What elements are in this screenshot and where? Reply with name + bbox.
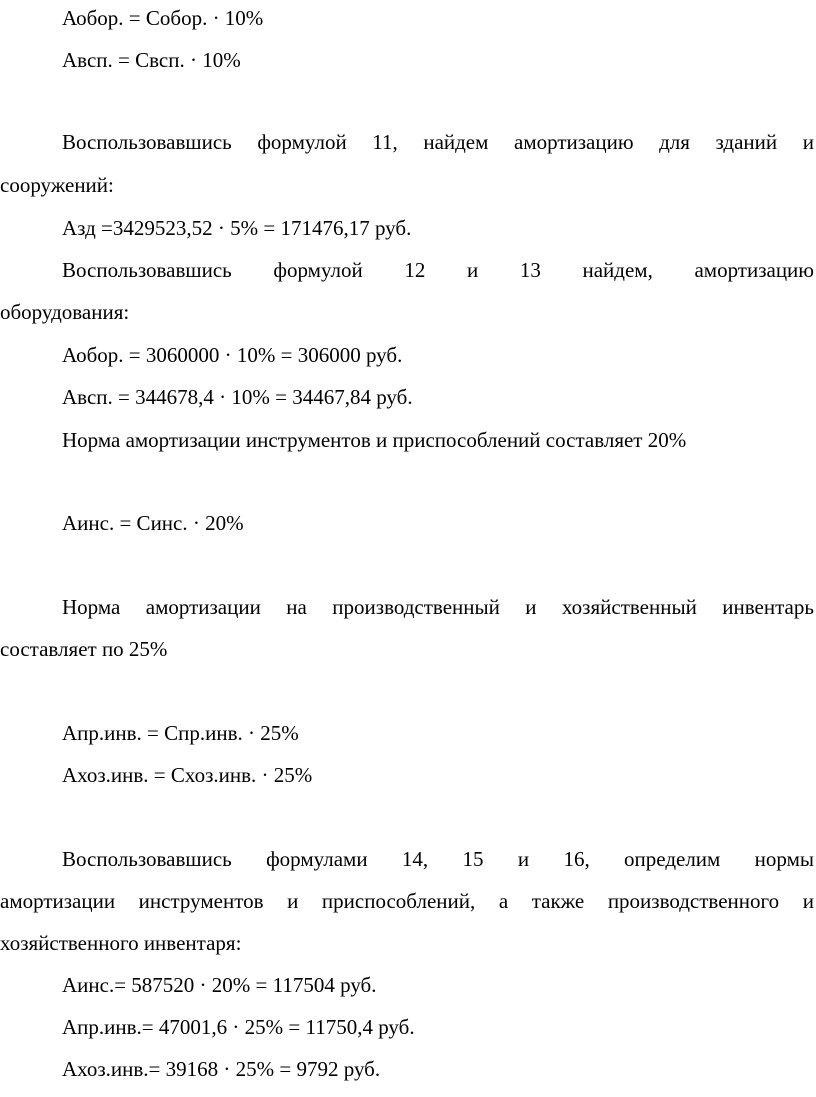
word: 16, [563, 847, 590, 871]
word: 13 [519, 258, 541, 282]
formula-household-inventory: Ахоз.инв. = Схоз.инв. · 25% [62, 763, 313, 787]
word: также [531, 889, 585, 913]
word: формулой [257, 130, 347, 154]
word: хозяйственный [561, 595, 697, 619]
word: зданий [715, 130, 778, 154]
word: амортизацию [694, 258, 814, 282]
word: формулой [273, 258, 363, 282]
paragraph-equipment-line2: оборудования: [0, 300, 130, 324]
word: 15 [462, 847, 484, 871]
word: и [802, 130, 814, 154]
word: производственный [332, 595, 500, 619]
word: 11, [372, 130, 398, 154]
word: Норма [62, 595, 121, 619]
word: приспособлений, [321, 889, 476, 913]
word: найдем [423, 130, 489, 154]
paragraph-buildings-line1 [62, 129, 814, 155]
calc-tools: Аинс.= 587520 · 20% = 117504 руб. [62, 973, 377, 997]
word: и [517, 847, 530, 871]
word: 14, [401, 847, 429, 871]
word: определим [624, 847, 721, 871]
calc-buildings: Азд =3429523,52 · 5% = 171476,17 руб. [62, 216, 412, 240]
word: инвентарь [722, 595, 814, 619]
word: и [287, 889, 299, 913]
word: на [286, 595, 307, 619]
word: амортизации [0, 889, 116, 913]
word: нормы [754, 847, 814, 871]
calc-production-inventory: Апр.инв.= 47001,6 · 25% = 11750,4 руб. [62, 1015, 415, 1039]
word: и [525, 595, 537, 619]
calc-auxiliary: Авсп. = 344678,4 · 10% = 34467,84 руб. [62, 385, 413, 409]
word: найдем, [582, 258, 653, 282]
paragraph-norms-line3: хозяйственного инвентаря: [0, 931, 242, 955]
word: 12 [404, 258, 426, 282]
word: инструментов [138, 889, 264, 913]
word: формулами [266, 847, 368, 871]
word: производственного [607, 889, 780, 913]
calc-household-inventory: Ахоз.инв.= 39168 · 25% = 9792 руб. [62, 1057, 381, 1081]
word: Воспользовавшись [62, 847, 232, 871]
formula-depreciation-equipment: Аобор. = Собор. · 10% [62, 6, 264, 30]
norm-tools-text: Норма амортизации инструментов и приспособлений составляет 20% [62, 428, 687, 452]
word: амортизацию [514, 130, 634, 154]
paragraph-equipment-line1 [62, 257, 814, 283]
paragraph-buildings-line2: сооружений: [0, 173, 114, 197]
formula-tools: Аинс. = Синс. · 20% [62, 511, 244, 535]
word: для [659, 130, 690, 154]
paragraph-norms-line2 [0, 888, 814, 914]
word: и [802, 889, 814, 913]
paragraph-norms-line1 [62, 846, 814, 872]
word: Воспользовавшись [62, 130, 232, 154]
word: амортизации [145, 595, 261, 619]
calc-equipment: Аобор. = 3060000 · 10% = 306000 руб. [62, 343, 403, 367]
paragraph-inventory-line1 [62, 594, 814, 620]
formula-depreciation-auxiliary: Авсп. = Свсп. · 10% [62, 48, 241, 72]
word: и [466, 258, 479, 282]
paragraph-inventory-line2: составляет по 25% [0, 637, 168, 661]
word: а [498, 889, 509, 913]
word: Воспользовавшись [62, 258, 232, 282]
formula-production-inventory: Апр.инв. = Спр.инв. · 25% [62, 721, 299, 745]
